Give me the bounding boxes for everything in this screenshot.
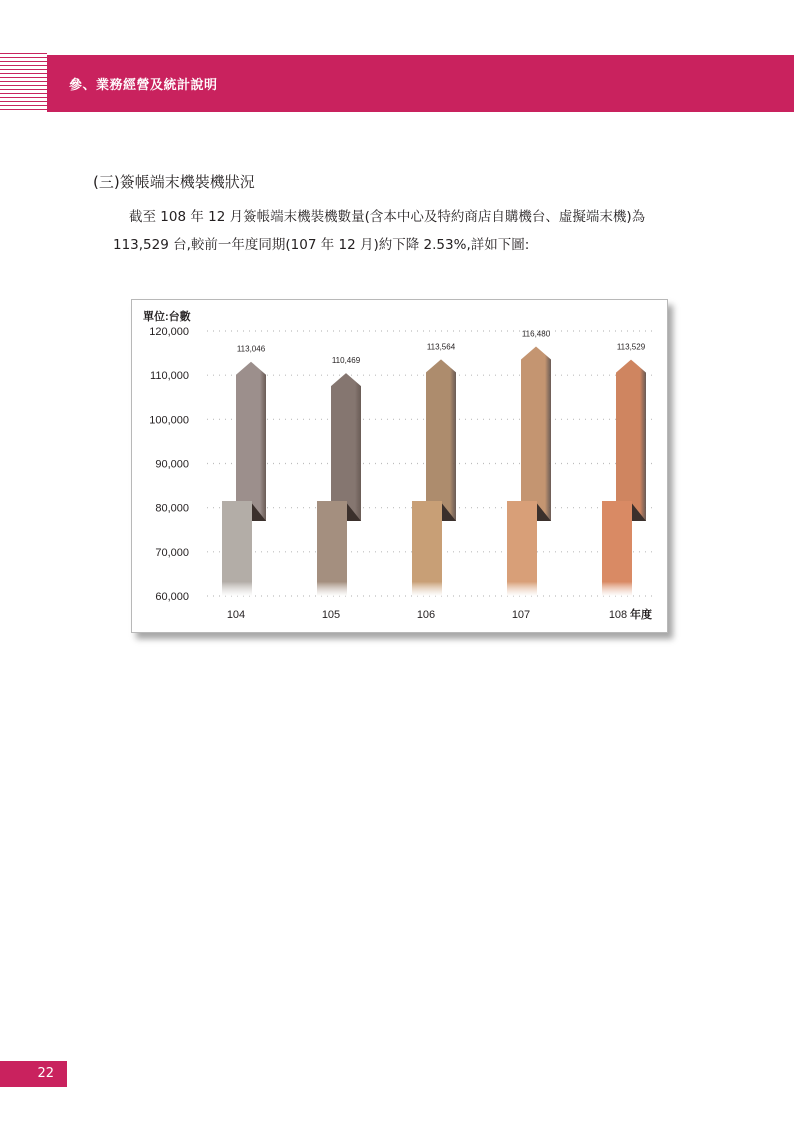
x-tick-label: 107	[511, 609, 531, 621]
x-tick-label: 104	[226, 609, 246, 621]
y-tick-label: 60,000	[155, 591, 189, 603]
y-tick-label: 70,000	[155, 546, 189, 559]
chart-xaxis-label: 年度	[630, 609, 652, 621]
bar-106	[426, 359, 456, 521]
section-title: (三)簽帳端末機裝機狀況	[93, 173, 255, 191]
header-stripes	[0, 53, 47, 111]
bar-108	[616, 360, 646, 521]
bar-107	[521, 347, 551, 521]
y-tick-label: 100,000	[149, 414, 189, 427]
data-label: 113,564	[426, 342, 456, 352]
bar-base-108	[602, 501, 632, 596]
paragraph-line-1: 截至 108 年 12 月簽帳端末機裝機數量(含本中心及特約商店自購機台、虛擬端末機)為	[129, 209, 646, 225]
x-tick-label: 105	[321, 609, 341, 621]
y-tick-label: 120,000	[149, 326, 189, 338]
page-number: 22	[0, 1061, 67, 1087]
data-label: 110,469	[331, 356, 361, 366]
y-tick-label: 90,000	[155, 458, 189, 471]
y-tick-label: 80,000	[155, 502, 189, 515]
header-title: 參、業務經營及統計說明	[69, 78, 218, 93]
header-bar	[47, 55, 794, 112]
chart-svg	[132, 300, 667, 632]
data-label: 113,529	[616, 342, 646, 352]
data-label: 113,046	[236, 344, 266, 354]
bar-base-105	[317, 501, 347, 596]
bar-105	[331, 373, 361, 521]
terminal-count-chart	[131, 299, 668, 633]
chart-unit-label: 單位:台數	[143, 311, 191, 323]
bar-base-104	[222, 501, 252, 596]
bar-base-107	[507, 501, 537, 596]
paragraph-line-2: 113,529 台,較前一年度同期(107 年 12 月)約下降 2.53%,詳如下圖:	[113, 237, 530, 253]
bar-104	[236, 362, 266, 521]
bar-base-106	[412, 501, 442, 596]
data-label: 116,480	[521, 329, 551, 339]
y-tick-label: 110,000	[150, 370, 189, 383]
x-tick-label: 106	[416, 609, 436, 621]
x-tick-label: 108	[608, 609, 628, 621]
